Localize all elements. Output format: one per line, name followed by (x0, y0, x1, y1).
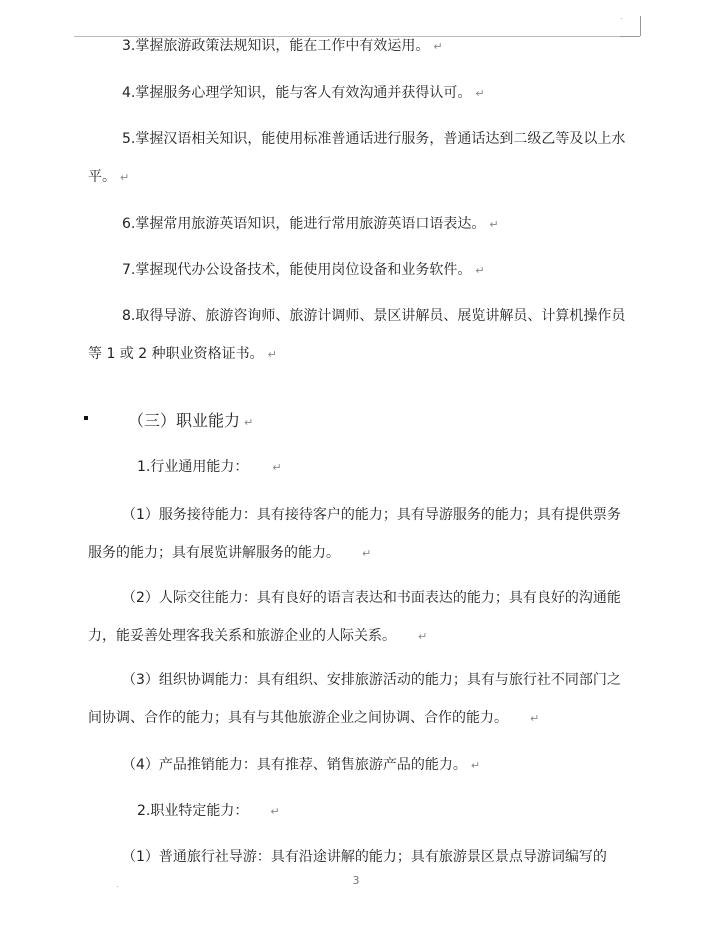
subheading: 2.职业特定能力： ↵ (137, 803, 280, 819)
subheading: 1.行业通用能力： ↵ (137, 459, 282, 475)
page-number: 3 (352, 874, 360, 887)
heading-bullet (84, 416, 88, 420)
corner-dot: . (116, 880, 119, 889)
corner-dot: . (620, 12, 623, 21)
section-heading: （三）职业能力 ↵ (128, 411, 254, 430)
paragraph: 6.掌握常用旅游英语知识，能进行常用旅游英语口语表达。 ↵ (122, 216, 499, 232)
paragraph: （2）人际交往能力：具有良好的语言表达和书面表达的能力；具有良好的沟通能力，能妥善处理客我关系和旅游企业的人际关系。 ↵ (88, 590, 621, 644)
paragraph: 4.掌握服务心理学知识，能与客人有效沟通并获得认可。 ↵ (122, 85, 485, 101)
paragraph: 3.掌握旅游政策法规知识，能在工作中有效运用。 ↵ (122, 38, 443, 54)
paragraph: （3）组织协调能力：具有组织、安排旅游活动的能力；具有与旅行社不同部门之间协调、合作的能力；具有与其他旅游企业之间协调、合作的能力。 ↵ (88, 672, 621, 726)
paragraph: （1）服务接待能力：具有接待客户的能力；具有导游服务的能力；具有提供票务服务的能力；具有展览讲解服务的能力。 ↵ (88, 507, 621, 561)
paragraph: （4）产品推销能力：具有推荐、销售旅游产品的能力。 ↵ (122, 757, 481, 773)
paragraph: 7.掌握现代办公设备技术，能使用岗位设备和业务软件。 ↵ (122, 262, 485, 278)
paragraph: 8.取得导游、旅游咨询师、旅游计调师、景区讲解员、展览讲解员、计算机操作员等 1 或 2 种职业资格证书。 ↵ (88, 308, 626, 362)
paragraph: （1）普通旅行社导游：具有沿途讲解的能力；具有旅游景区景点导游词编写的 (122, 849, 607, 865)
crop-mark (640, 16, 641, 36)
paragraph: 5.掌握汉语相关知识，能使用标准普通话进行服务，普通话达到二级乙等及以上水平。 ↵ (88, 131, 626, 185)
